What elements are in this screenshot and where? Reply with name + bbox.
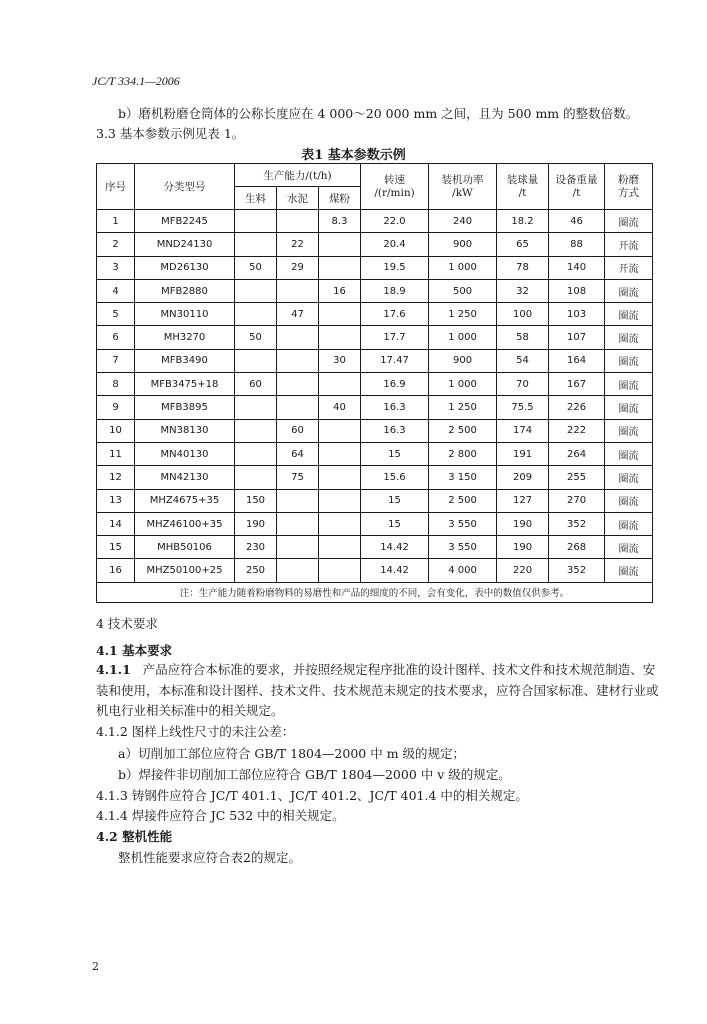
cell-cement [277,396,319,419]
cell-grinding-mode: 圈流 [605,396,653,419]
cell-coal [319,559,361,582]
cell-raw-meal [235,396,277,419]
cell-speed: 15 [361,442,429,465]
cell-weight: 268 [549,536,605,559]
clause-3-3: 3.3 基本参数示例见表 1。 [96,126,245,141]
cell-ball-load: 220 [497,559,549,582]
section-4-2-title: 4.2 整机性能 [96,829,173,844]
cell-cement [277,210,319,233]
header-speed: 转速 /(r/min) [361,164,429,210]
cell-cement: 60 [277,419,319,442]
cell-no: 1 [97,210,135,233]
cell-ball-load: 54 [497,349,549,372]
cell-weight: 270 [549,489,605,512]
cell-coal [319,373,361,396]
clause-4-1-2-b: b）焊接件非切削加工部位应符合 GB/T 1804—2000 中 v 级的规定。 [118,767,511,782]
cell-cement [277,279,319,302]
cell-model: MD26130 [135,256,235,279]
cell-cement [277,489,319,512]
cell-raw-meal [235,419,277,442]
cell-coal: 16 [319,279,361,302]
cell-ball-load: 75.5 [497,396,549,419]
table-row [97,373,653,396]
cell-no: 15 [97,536,135,559]
table-body [97,210,653,583]
cell-power: 1 000 [429,373,497,396]
table-caption: 表1 基本参数示例 [301,148,406,163]
cell-coal [319,489,361,512]
header-no: 序号 [97,164,135,210]
clause-4-1-3: 4.1.3 铸钢件应符合 JC/T 401.1、JC/T 401.2、JC/T 401.4 中的相关规定。 [96,788,528,803]
cell-coal [319,512,361,535]
header-model: 分类型号 [135,164,235,210]
cell-power: 900 [429,349,497,372]
document-header: JC/T 334.1—2006 [92,74,180,88]
cell-grinding-mode: 圈流 [605,279,653,302]
cell-grinding-mode: 圈流 [605,373,653,396]
cell-raw-meal: 250 [235,559,277,582]
cell-grinding-mode: 圈流 [605,559,653,582]
header-weight: 设备重量 /t [549,164,605,210]
cell-weight: 255 [549,466,605,489]
table-row [97,536,653,559]
cell-coal: 40 [319,396,361,419]
cell-raw-meal [235,349,277,372]
cell-cement: 22 [277,233,319,256]
cell-weight: 222 [549,419,605,442]
cell-raw-meal: 50 [235,256,277,279]
table-row [97,466,653,489]
table-row [97,396,653,419]
cell-cement: 29 [277,256,319,279]
header-power: 装机功率 /kW [429,164,497,210]
cell-ball-load: 174 [497,419,549,442]
cell-power: 1 250 [429,396,497,419]
cell-speed: 16.3 [361,419,429,442]
cell-power: 1 000 [429,256,497,279]
cell-grinding-mode: 开流 [605,256,653,279]
cell-speed: 18.9 [361,279,429,302]
cell-model: MFB3895 [135,396,235,419]
table-row [97,256,653,279]
cell-no: 9 [97,396,135,419]
cell-raw-meal: 230 [235,536,277,559]
header-raw-meal: 生料 [235,187,277,210]
cell-weight: 226 [549,396,605,419]
cell-model: MHB50106 [135,536,235,559]
parameter-table [96,163,653,603]
cell-no: 11 [97,442,135,465]
cell-grinding-mode: 圈流 [605,442,653,465]
cell-model: MHZ50100+25 [135,559,235,582]
cell-no: 5 [97,303,135,326]
cell-no: 12 [97,466,135,489]
cell-model: MN30110 [135,303,235,326]
cell-power: 3 550 [429,536,497,559]
cell-grinding-mode: 圈流 [605,210,653,233]
cell-model: MHZ4675+35 [135,489,235,512]
cell-power: 3 150 [429,466,497,489]
cell-raw-meal [235,303,277,326]
cell-raw-meal [235,210,277,233]
cell-ball-load: 78 [497,256,549,279]
cell-speed: 15 [361,512,429,535]
cell-grinding-mode: 圈流 [605,512,653,535]
cell-cement [277,559,319,582]
cell-cement [277,326,319,349]
table-row [97,233,653,256]
header-cement: 水泥 [277,187,319,210]
cell-ball-load: 65 [497,233,549,256]
clause-4-1-1-text: 产品应符合本标准的要求，并按照经规定程序批准的设计图样、技术文件和技术规范制造、安装和使用，本标准和设计图样、技术文件、技术规范未规定的技术要求，应符合国家标准、建材行业或机电行业相关标准中的相关规定。 [96,662,659,718]
clause-4-1-4: 4.1.4 焊接件应符合 JC 532 中的相关规定。 [96,808,345,823]
cell-cement [277,536,319,559]
cell-model: MFB2245 [135,210,235,233]
cell-power: 240 [429,210,497,233]
cell-weight: 352 [549,559,605,582]
cell-coal: 8.3 [319,210,361,233]
cell-no: 7 [97,349,135,372]
cell-speed: 17.47 [361,349,429,372]
cell-coal [319,326,361,349]
cell-no: 6 [97,326,135,349]
cell-weight: 107 [549,326,605,349]
cell-raw-meal [235,279,277,302]
cell-speed: 16.3 [361,396,429,419]
cell-speed: 15 [361,489,429,512]
cell-ball-load: 58 [497,326,549,349]
table-row [97,442,653,465]
cell-power: 1 250 [429,303,497,326]
cell-coal: 30 [319,349,361,372]
cell-speed: 20.4 [361,233,429,256]
cell-ball-load: 190 [497,536,549,559]
cell-coal [319,442,361,465]
cell-no: 8 [97,373,135,396]
clause-4-1-1 [96,660,662,722]
section-4-title: 4 技术要求 [96,616,158,631]
clause-b: b）磨机粉磨仓筒体的公称长度应在 4 000～20 000 mm 之间，且为 500 mm 的整数倍数。 [118,106,639,121]
cell-model: MND24130 [135,233,235,256]
cell-raw-meal: 60 [235,373,277,396]
cell-weight: 167 [549,373,605,396]
table-row [97,303,653,326]
cell-model: MHZ46100+35 [135,512,235,535]
cell-no: 4 [97,279,135,302]
cell-grinding-mode: 开流 [605,233,653,256]
cell-coal [319,303,361,326]
cell-weight: 46 [549,210,605,233]
cell-raw-meal: 190 [235,512,277,535]
cell-no: 14 [97,512,135,535]
cell-weight: 264 [549,442,605,465]
header-capacity: 生产能力/(t/h) [235,164,361,187]
clause-4-1-1-number: 4.1.1 [96,662,131,677]
cell-weight: 140 [549,256,605,279]
cell-weight: 164 [549,349,605,372]
cell-no: 10 [97,419,135,442]
cell-model: MFB3475+18 [135,373,235,396]
section-4-1-title: 4.1 基本要求 [96,643,173,658]
cell-speed: 22.0 [361,210,429,233]
cell-no: 2 [97,233,135,256]
cell-power: 2 500 [429,489,497,512]
cell-speed: 16.9 [361,373,429,396]
cell-ball-load: 32 [497,279,549,302]
cell-raw-meal [235,466,277,489]
cell-coal [319,256,361,279]
cell-speed: 17.7 [361,326,429,349]
cell-grinding-mode: 圈流 [605,326,653,349]
cell-raw-meal: 150 [235,489,277,512]
table-row [97,512,653,535]
cell-model: MFB3490 [135,349,235,372]
cell-speed: 14.42 [361,559,429,582]
table-row [97,349,653,372]
cell-ball-load: 100 [497,303,549,326]
cell-coal [319,419,361,442]
cell-model: MH3270 [135,326,235,349]
table-row [97,279,653,302]
cell-raw-meal [235,233,277,256]
header-ball-load: 装球量 /t [497,164,549,210]
cell-grinding-mode: 圈流 [605,466,653,489]
cell-power: 900 [429,233,497,256]
cell-ball-load: 191 [497,442,549,465]
table-row [97,489,653,512]
cell-power: 3 550 [429,512,497,535]
cell-no: 3 [97,256,135,279]
cell-coal [319,466,361,489]
cell-ball-load: 18.2 [497,210,549,233]
header-grinding-mode: 粉磨 方式 [605,164,653,210]
cell-grinding-mode: 圈流 [605,489,653,512]
cell-power: 2 500 [429,419,497,442]
cell-cement [277,512,319,535]
cell-speed: 17.6 [361,303,429,326]
cell-coal [319,233,361,256]
table-row [97,326,653,349]
header-coal: 煤粉 [319,187,361,210]
cell-power: 1 000 [429,326,497,349]
cell-grinding-mode: 圈流 [605,419,653,442]
cell-power: 500 [429,279,497,302]
table-row [97,559,653,582]
cell-ball-load: 127 [497,489,549,512]
cell-grinding-mode: 圈流 [605,536,653,559]
table-row [97,419,653,442]
clause-4-1-2-a: a）切削加工部位应符合 GB/T 1804—2000 中 m 级的规定； [118,746,466,761]
cell-power: 4 000 [429,559,497,582]
cell-weight: 352 [549,512,605,535]
cell-cement [277,349,319,372]
cell-grinding-mode: 圈流 [605,349,653,372]
cell-cement: 75 [277,466,319,489]
section-4-2-text: 整机性能要求应符合表2的规定。 [118,850,301,865]
cell-model: MN42130 [135,466,235,489]
cell-raw-meal: 50 [235,326,277,349]
cell-speed: 14.42 [361,536,429,559]
cell-ball-load: 70 [497,373,549,396]
cell-ball-load: 190 [497,512,549,535]
cell-cement: 64 [277,442,319,465]
cell-model: MN40130 [135,442,235,465]
cell-weight: 88 [549,233,605,256]
cell-model: MN38130 [135,419,235,442]
cell-speed: 15.6 [361,466,429,489]
cell-no: 16 [97,559,135,582]
cell-model: MFB2880 [135,279,235,302]
cell-coal [319,536,361,559]
cell-raw-meal [235,442,277,465]
cell-no: 13 [97,489,135,512]
cell-cement: 47 [277,303,319,326]
cell-cement [277,373,319,396]
table-note: 注：生产能力随着粉磨物料的易磨性和产品的细度的不同，会有变化，表中的数值仅供参考。 [97,582,653,602]
clause-4-1-2: 4.1.2 图样上线性尺寸的未注公差： [96,724,295,739]
cell-speed: 19.5 [361,256,429,279]
page-number: 2 [92,960,99,973]
cell-weight: 108 [549,279,605,302]
cell-grinding-mode: 圈流 [605,303,653,326]
cell-weight: 103 [549,303,605,326]
table-row [97,210,653,233]
cell-power: 2 800 [429,442,497,465]
cell-ball-load: 209 [497,466,549,489]
